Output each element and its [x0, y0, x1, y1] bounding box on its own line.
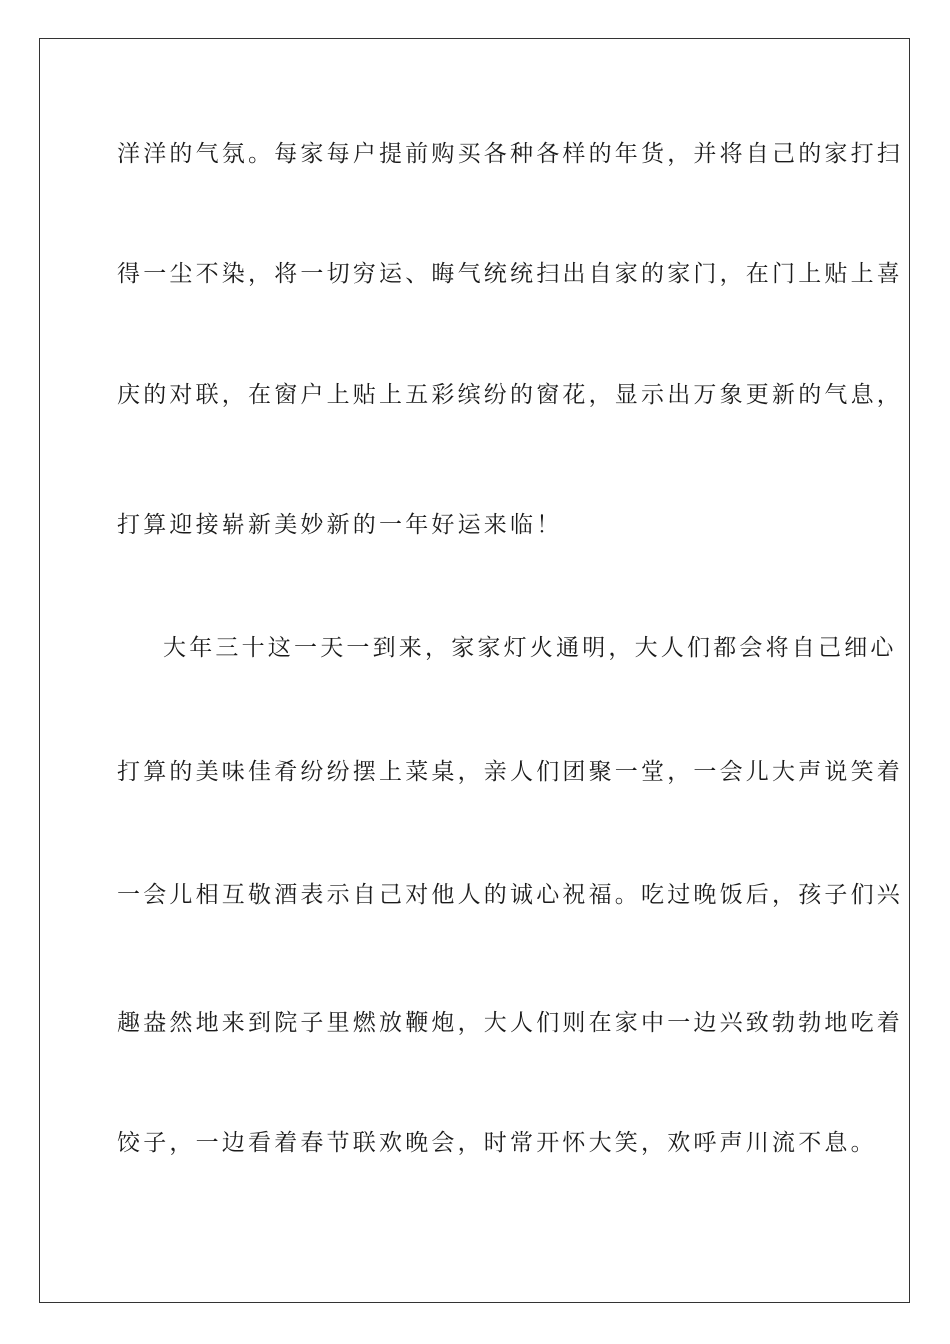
text-line: 打算的美味佳肴纷纷摆上菜桌，亲人们团聚一堂，一会儿大声说笑着: [117, 759, 903, 785]
text-line: 饺子，一边看着春节联欢晚会，时常开怀大笑，欢呼声川流不息。: [117, 1130, 877, 1156]
text-line: 大年三十这一天一到来，家家灯火通明，大人们都会将自己细心: [163, 635, 897, 661]
text-line: 洋洋的气氛。每家每户提前购买各种各样的年货，并将自己的家打扫: [117, 141, 903, 167]
text-line: 打算迎接崭新美妙新的一年好运来临！: [117, 512, 563, 538]
text-line: 趣盎然地来到院子里燃放鞭炮，大人们则在家中一边兴致勃勃地吃着: [117, 1010, 903, 1036]
text-line: 得一尘不染，将一切穷运、晦气统统扫出自家的家门，在门上贴上喜: [117, 261, 903, 287]
page-border: [39, 38, 910, 1303]
text-line: 庆的对联，在窗户上贴上五彩缤纷的窗花，显示出万象更新的气息，: [117, 382, 903, 408]
text-line: 一会儿相互敬酒表示自己对他人的诚心祝福。吃过晚饭后，孩子们兴: [117, 882, 903, 908]
